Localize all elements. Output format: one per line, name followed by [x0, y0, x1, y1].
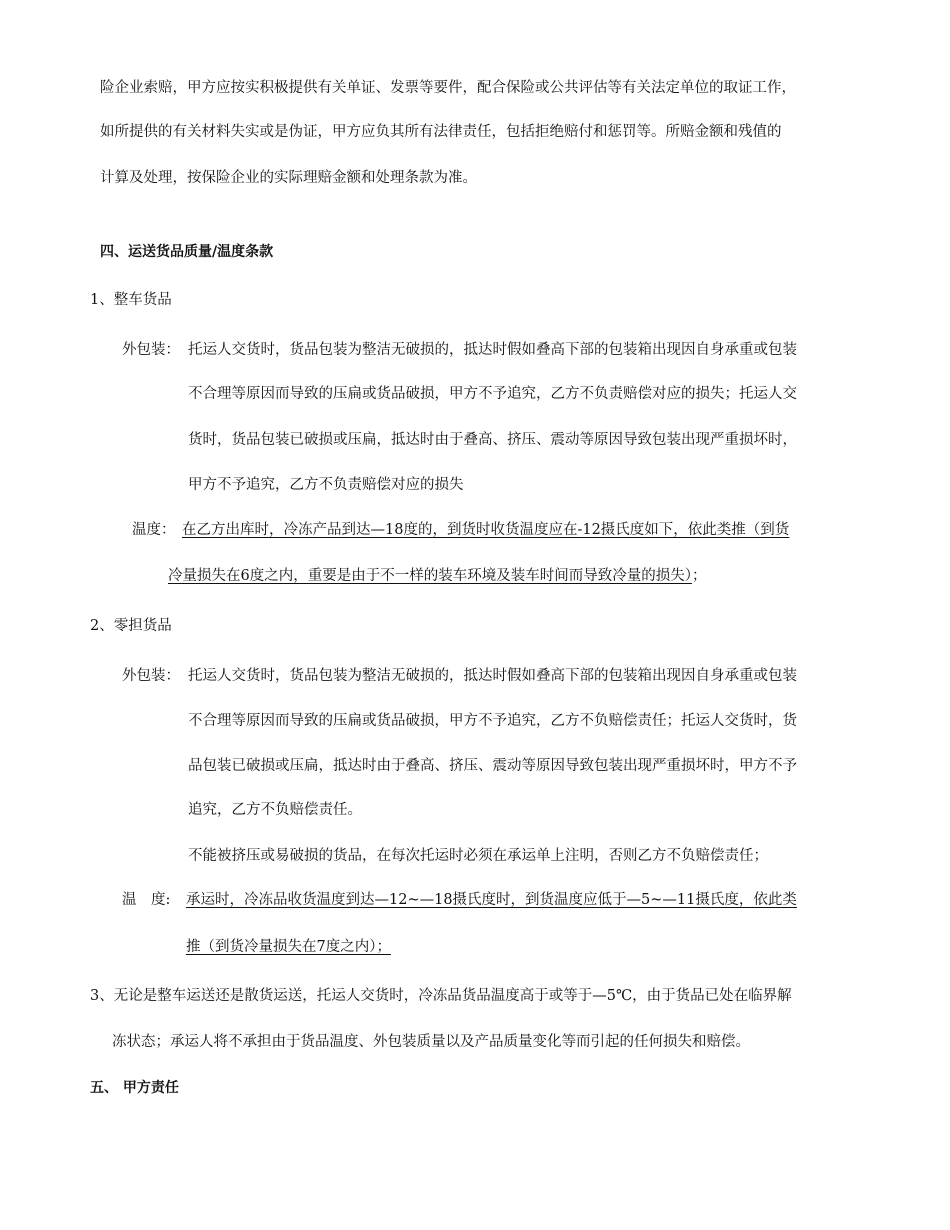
- item-2-packaging-line-4: 追究，乙方不负赔偿责任。: [188, 802, 362, 818]
- item-1-temp-line-2-wrap: [168, 566, 706, 586]
- item-1-packaging-line-1: 托运人交货时，货品包装为整洁无破损的，抵达时假如叠高下部的包装箱出现因自身承重或包装: [188, 342, 797, 358]
- section-5-heading: 五、 甲方责任: [90, 1080, 179, 1096]
- item-2-temp-label: 温 度:: [122, 892, 171, 908]
- item-3-line-1: 3、无论是整车运送还是散货运送，托运人交货时，冷冻品货品温度高于或等于—5℃，由于货品已处在临界解: [90, 988, 792, 1004]
- item-1-packaging-line-3: 货时，货品包装已破损或压扁，抵达时由于叠高、挤压、震动等原因导致包装出现严重损坏时，: [188, 432, 797, 448]
- item-1-temp-label: 温度：: [132, 522, 176, 538]
- item-1-temp-line-2-end: ；: [691, 568, 707, 584]
- intro-line-1: 险企业索赔，甲方应按实积极提供有关单证、发票等要件，配合保险或公共评估等有关法定单位的取证工作，: [100, 80, 796, 96]
- item-2-packaging-line-2: 不合理等原因而导致的压扁或货品破损，甲方不予追究，乙方不负赔偿责任；托运人交货时，货: [188, 713, 797, 729]
- item-1-title: 1、整车货品: [90, 292, 172, 308]
- item-2-title: 2、零担货品: [90, 618, 172, 634]
- item-2-packaging-line-3: 品包装已破损或压扁，抵达时由于叠高、挤压、震动等原因导致包装出现严重损坏时，甲方不予: [188, 758, 797, 774]
- item-2-packaging-label: 外包装：: [122, 668, 180, 684]
- item-1-temp-line-1: 在乙方出库时，冷冻产品到达—18度的，到货时收货温度应在-12摄氏度如下，依此类推（到货: [182, 522, 790, 538]
- item-2-temp-line-2: 推（到货冷量损失在7度之内）；: [186, 939, 391, 955]
- item-1-temp-line-2: 冷量损失在6度之内，重要是由于不一样的装车环境及装车时间而导致冷量的损失）: [168, 568, 692, 584]
- item-1-packaging-label: 外包装：: [122, 342, 180, 358]
- section-4-heading: 四、运送货品质量/温度条款: [100, 244, 274, 260]
- intro-line-3: 计算及处理，按保险企业的实际理赔金额和处理条款为准。: [100, 170, 477, 186]
- item-2-packaging-line-1: 托运人交货时，货品包装为整洁无破损的，抵达时假如叠高下部的包装箱出现因自身承重或包装: [188, 668, 797, 684]
- item-2-packaging-line-5: 不能被挤压或易破损的货品，在每次托运时必须在承运单上注明，否则乙方不负赔偿责任；: [188, 848, 768, 864]
- item-2-temp-line-1: 承运时，冷冻品收货温度到达—12~—18摄氏度时，到货温度应低于—5~—11摄氏度，依此类: [186, 892, 797, 908]
- item-1-packaging-line-2: 不合理等原因而导致的压扁或货品破损，甲方不予追究，乙方不负责赔偿对应的损失；托运人交: [188, 386, 797, 402]
- intro-line-2: 如所提供的有关材料失实或是伪证，甲方应负其所有法律责任，包括拒绝赔付和惩罚等。所赔金额和残值的: [100, 124, 782, 140]
- item-3-line-2: 冻状态；承运人将不承担由于货品温度、外包装质量以及产品质量变化等而引起的任何损失和赔偿。: [112, 1034, 750, 1050]
- item-1-packaging-line-4: 甲方不予追究，乙方不负责赔偿对应的损失: [188, 477, 464, 493]
